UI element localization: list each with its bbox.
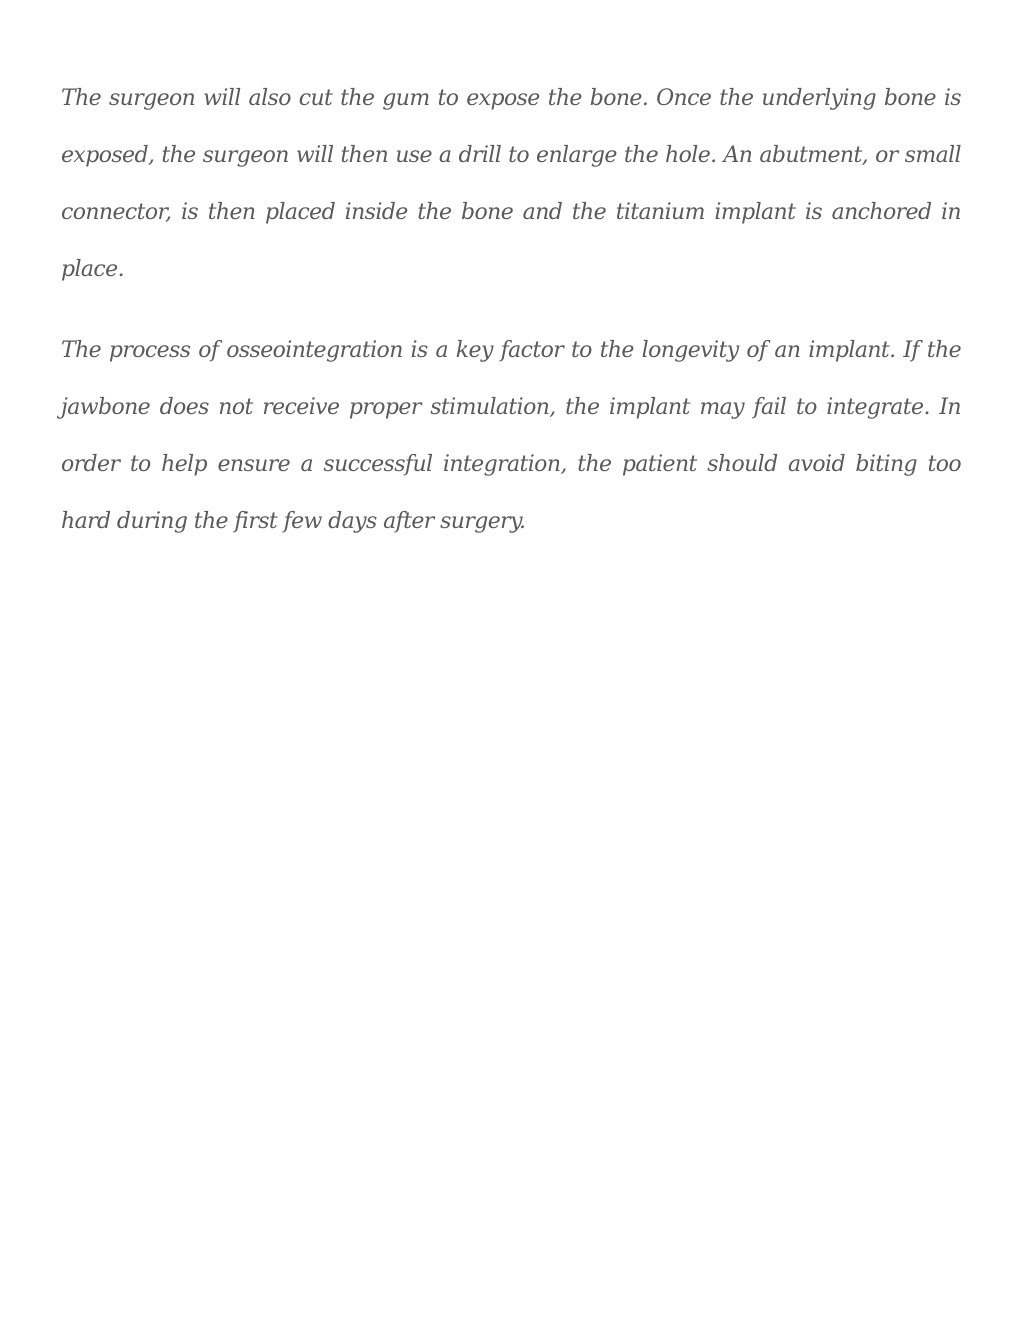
paragraph-surgery-procedure: The surgeon will also cut the gum to expose the bone. Once the underlying bone is exposed, the surgeon will then use a drill to enlarge the hole. An abutment, or small connector, is then placed inside the bone and the titanium implant is anchored in place. bbox=[61, 86, 961, 282]
document-body bbox=[61, 70, 961, 574]
paragraph-osseointegration: The process of osseointegration is a key factor to the longevity of an implant. If the jawbone does not receive proper stimulation, the implant may fail to integrate. In order to help ensure a successful integration, the patient should avoid biting too hard during the first few days after surgery. bbox=[61, 338, 961, 534]
